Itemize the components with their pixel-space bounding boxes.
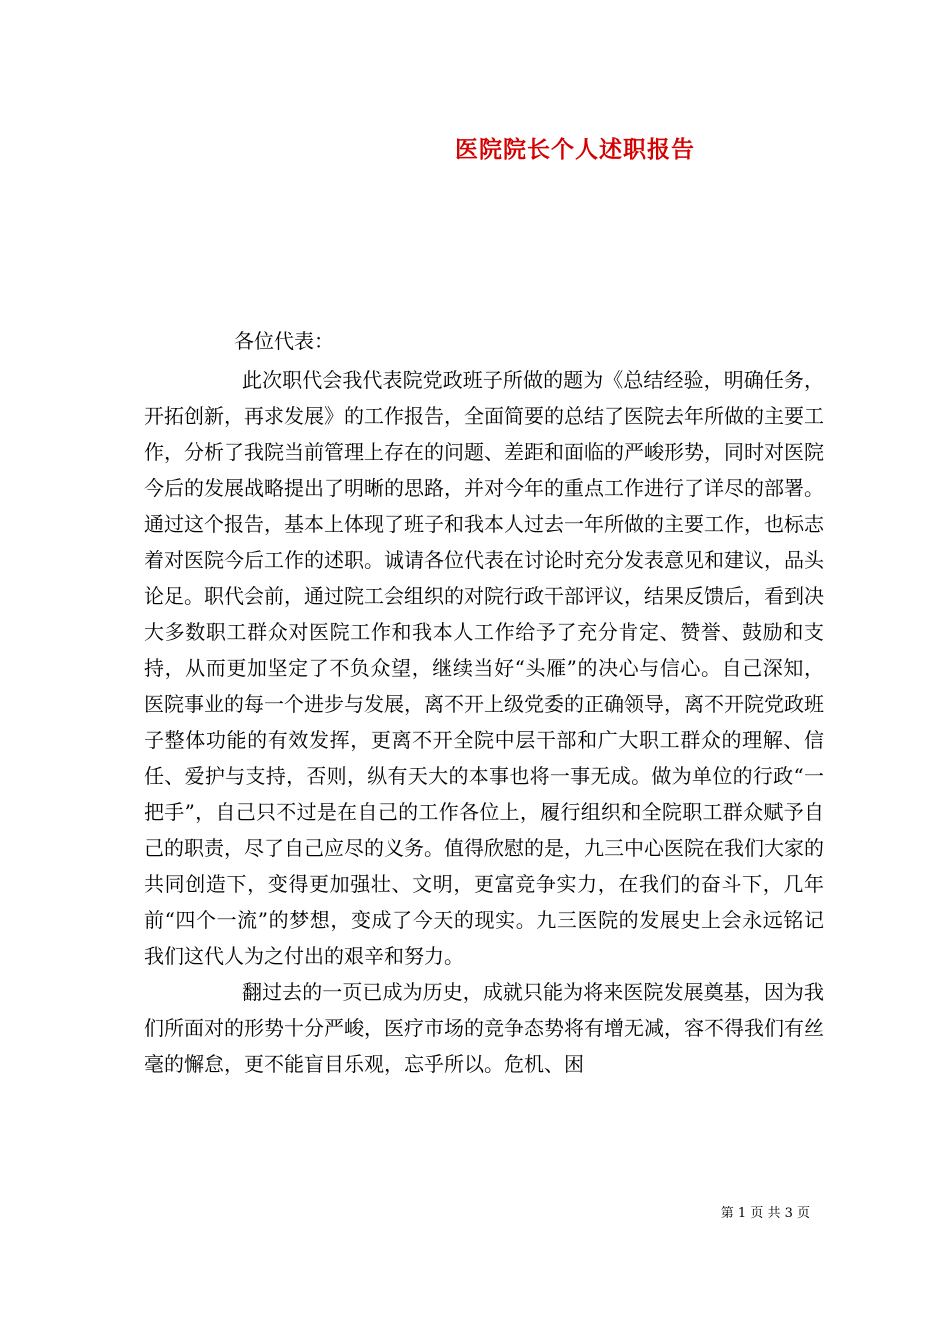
page-indicator: 第 1 页 共 3 页	[720, 1206, 810, 1221]
salutation: 各位代表：	[234, 329, 334, 353]
body-text	[144, 362, 824, 1082]
paragraph: 此次职代会我代表院党政班子所做的题为《总结经验，明确任务，开拓创新，再求发展》的工作报告，全面简要的总结了医院去年所做的主要工作，分析了我院当前管理上存在的问题、差距和面临的严峻形势，同时对医院今后的发展战略提出了明晰的思路，并对今年的重点工作进行了详尽的部署。通过这个报告，基本上体现了班子和我本人过去一年所做的主要工作，也标志着对医院今后工作的述职。诚请各位代表在讨论时充分发表意见和建议，品头论足。职代会前，通过院工会组织的对院行政干部评议，结果反馈后，看到决大多数职工群众对医院工作和我本人工作给予了充分肯定、赞誉、鼓励和支持，从而更加坚定了不负众望，继续当好“头雁”的决心与信心。自己深知，医院事业的每一个进步与发展，离不开上级党委的正确领导，离不开院党政班子整体功能的有效发挥，更离不开全院中层干部和广大职工群众的理解、信任、爱护与支持，否则，纵有天大的本事也将一事无成。做为单位的行政“一把手”，自己只不过是在自己的工作各位上，履行组织和全院职工群众赋予自己的职责，尽了自己应尽的义务。值得欣慰的是，九三中心医院在我们大家的共同创造下，变得更加强壮、文明，更富竞争实力，在我们的奋斗下，几年前“四个一流”的梦想，变成了今天的现实。九三医院的发展史上会永远铭记我们这代人为之付出的艰辛和努力。	[144, 368, 824, 968]
paragraph: 翻过去的一页已成为历史，成就只能为将来医院发展奠基，因为我们所面对的形势十分严峻，医疗市场的竞争态势将有增无减，容不得我们有丝毫的懈怠，更不能盲目乐观，忘乎所以。危机、困	[144, 980, 824, 1076]
page-title: 医院院长个人述职报告	[455, 136, 695, 163]
